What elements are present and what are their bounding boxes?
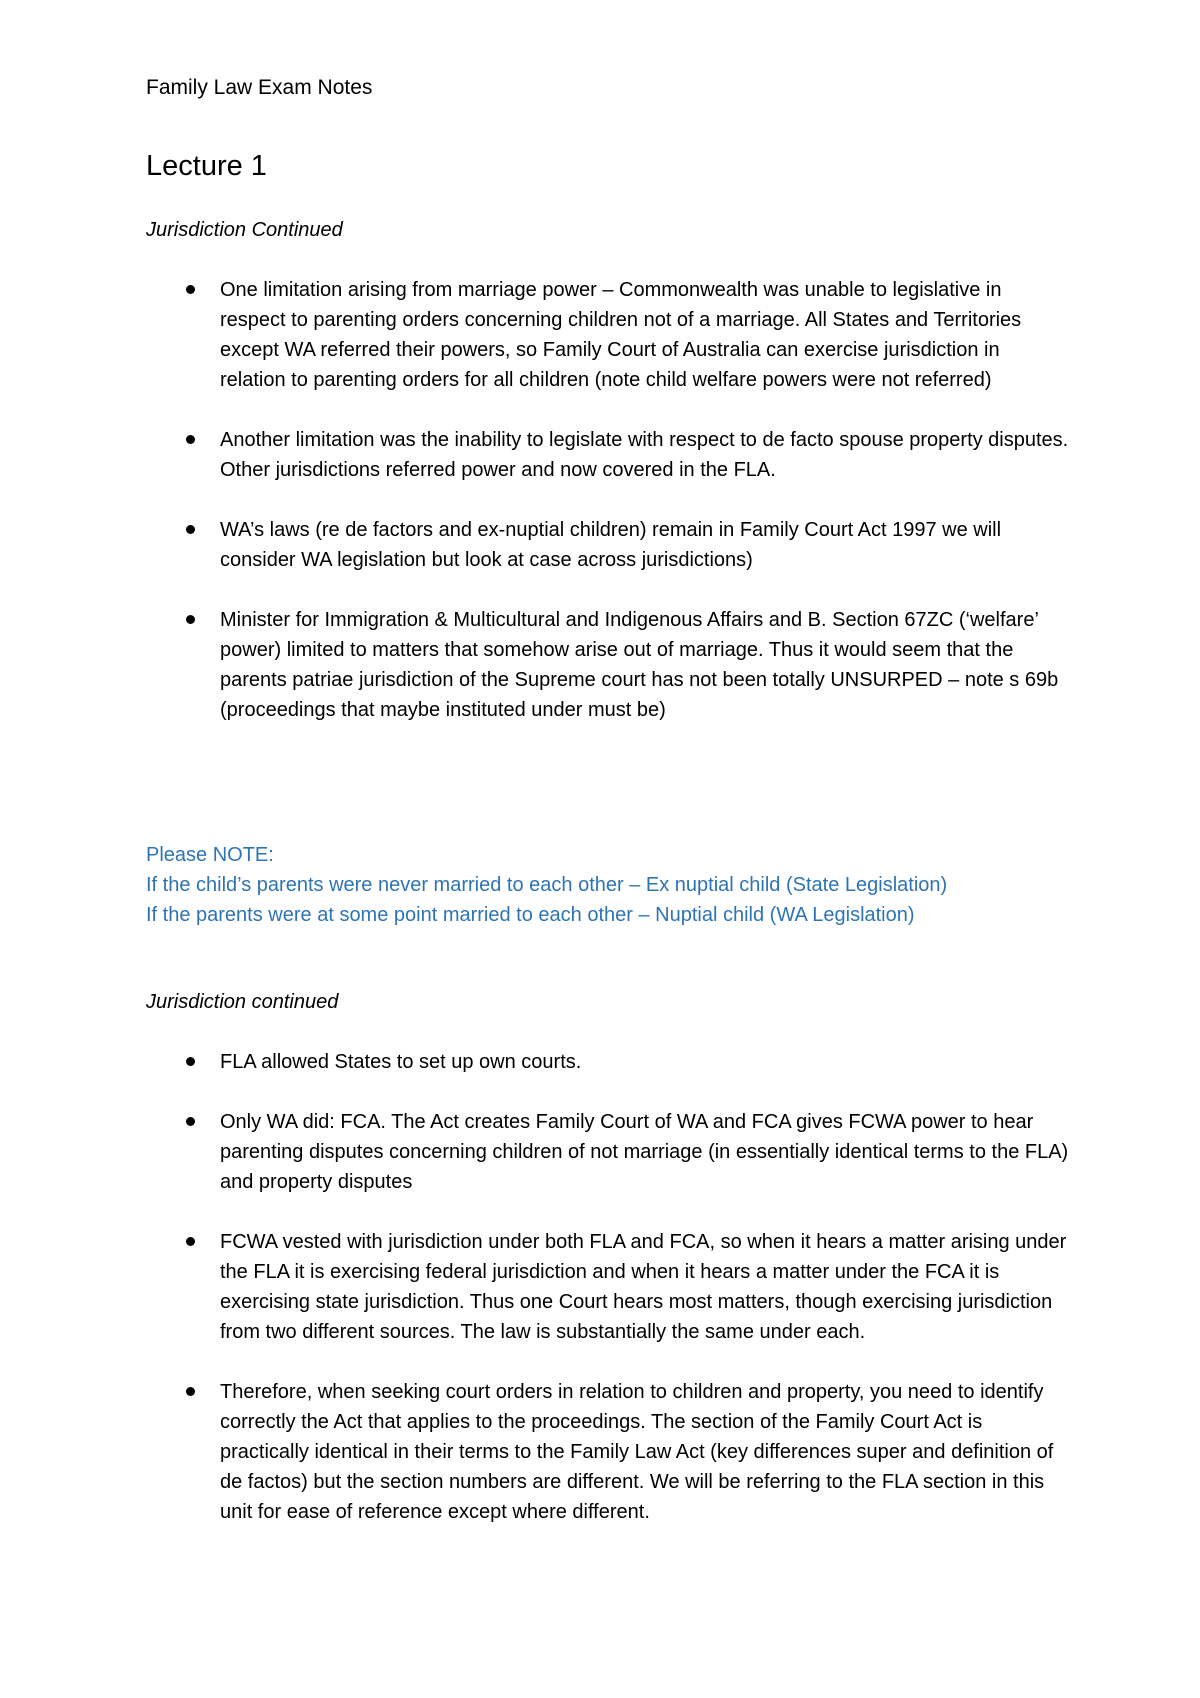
note-label: Please NOTE: — [146, 844, 274, 866]
note-line-ex-nuptial: If the child’s parents were never married to each other – Ex nuptial child (State Legislation) — [146, 874, 948, 896]
list-item-text: FLA allowed States to set up own courts. — [220, 1051, 582, 1073]
list-item-text: One limitation arising from marriage power – Commonwealth was unable to legislative in respect to parenting orders concerning children not of a marriage. All States and Territories except WA referred their powers, so Family Court of Australia can exercise jurisdiction in relation to parenting orders for all children (note child welfare powers were not referred) — [220, 279, 1022, 391]
list-item — [0, 1227, 1070, 1347]
bullet-dot-icon — [186, 1387, 195, 1396]
bullet-dot-icon — [186, 1057, 195, 1066]
bullet-dot-icon — [186, 285, 195, 294]
bullet-dot-icon — [186, 435, 195, 444]
note-callout — [146, 840, 1106, 930]
list-item — [0, 515, 1070, 575]
bullet-dot-icon — [186, 615, 195, 624]
list-item — [0, 1047, 1070, 1077]
list-item — [0, 1377, 1070, 1527]
bullet-dot-icon — [186, 1117, 195, 1126]
bullet-dot-icon — [186, 1237, 195, 1246]
bullet-list-section2 — [0, 1047, 1200, 1557]
section-heading-jurisdiction-continued: Jurisdiction continued — [146, 991, 339, 1013]
list-item-text: Another limitation was the inability to legislate with respect to de facto spouse property disputes. Other jurisdictions referred power and now covered in the FLA. — [220, 429, 1069, 481]
list-item — [0, 1107, 1070, 1197]
list-item-text: Minister for Immigration & Multicultural and Indigenous Affairs and B. Section 67ZC (‘welfare’ power) limited to matters that somehow arise out of marriage. Thus it would seem that the parents patriae jurisdiction of the Supreme court has not been totally UNSURPED – note s 69b (proceedings that maybe instituted under must be) — [220, 609, 1059, 721]
list-item-text: FCWA vested with jurisdiction under both FLA and FCA, so when it hears a matter arising under the FLA it is exercising federal jurisdiction and when it hears a matter under the FCA it is exercising state jurisdiction. Thus one Court hears most matters, though exercising jurisdiction from two different sources. The law is substantially the same under each. — [220, 1231, 1067, 1343]
list-item — [0, 275, 1070, 395]
list-item-text: Therefore, when seeking court orders in relation to children and property, you need to identify correctly the Act that applies to the proceedings. The section of the Family Court Act is practically identical in their terms to the Family Law Act (key differences super and definition of de factos) but the section numbers are different. We will be referring to the FLA section in this unit for ease of reference except where different. — [220, 1381, 1054, 1523]
list-item — [0, 605, 1070, 725]
document-header: Family Law Exam Notes — [146, 76, 373, 99]
lecture-title: Lecture 1 — [146, 150, 267, 182]
note-line-nuptial: If the parents were at some point married to each other – Nuptial child (WA Legislation) — [146, 904, 915, 926]
section-heading-jurisdiction: Jurisdiction Continued — [146, 219, 343, 241]
list-item — [0, 425, 1070, 485]
list-item-text: Only WA did: FCA. The Act creates Family Court of WA and FCA gives FCWA power to hear parenting disputes concerning children of not marriage (in essentially identical terms to the FLA) and property disputes — [220, 1111, 1069, 1193]
list-item-text: WA’s laws (re de factors and ex-nuptial children) remain in Family Court Act 1997 we will consider WA legislation but look at case across jurisdictions) — [220, 519, 1002, 571]
bullet-dot-icon — [186, 525, 195, 534]
bullet-list-section1 — [0, 275, 1200, 755]
